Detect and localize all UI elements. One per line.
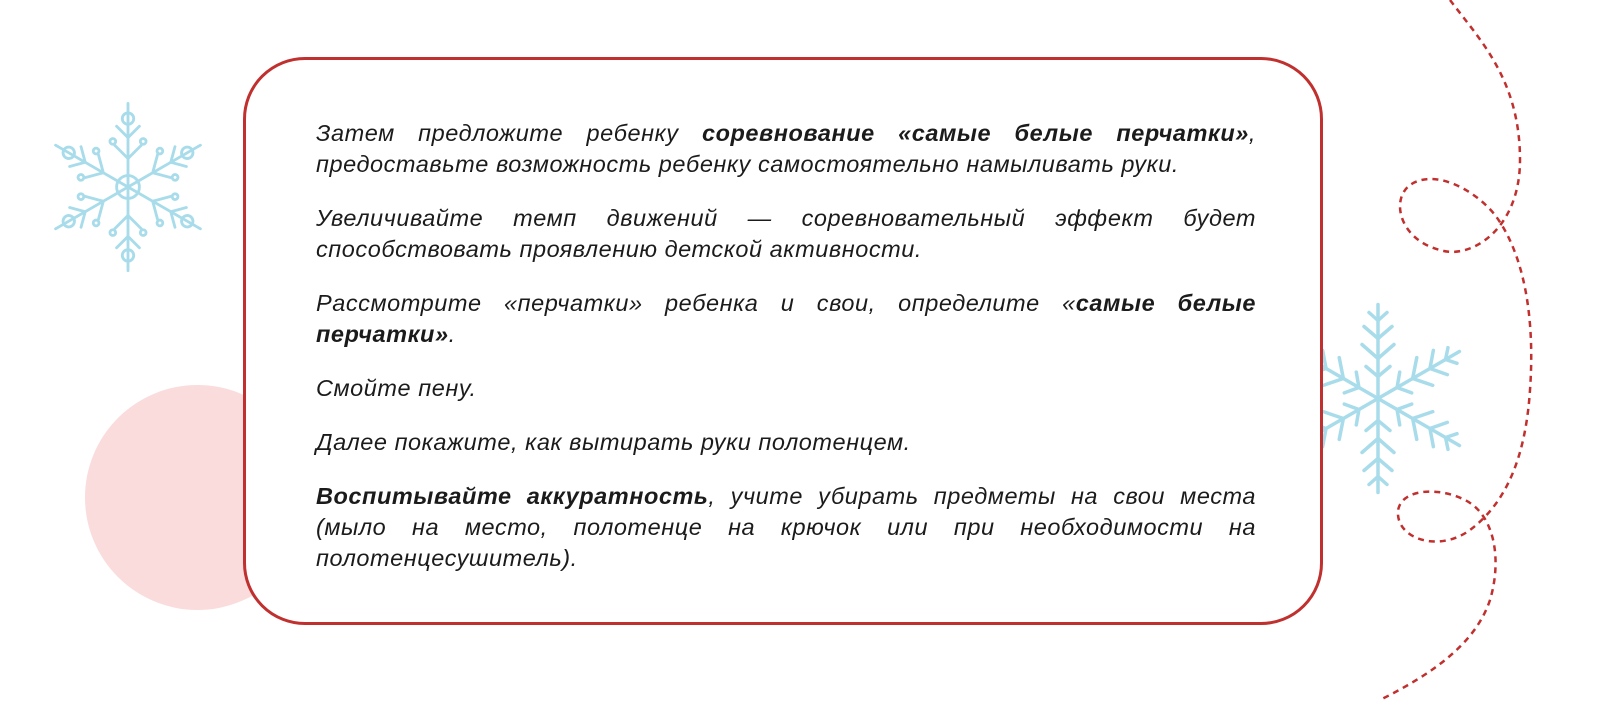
text-run: , предоставьте возможность ребенку самостоятельно намыливать руки. [316, 120, 1256, 177]
paragraph-competition [316, 118, 1256, 180]
text-run: , учите убирать предметы на свои места (мыло на место, полотенце на крючок или при необходимости на полотенцесушитель). [316, 483, 1256, 571]
paragraph-gloves [316, 288, 1256, 350]
text-run: Затем предложите ребенку [316, 120, 702, 146]
snowflake-icon [28, 92, 228, 282]
paragraph-towel [316, 427, 1256, 458]
paragraph-tempo [316, 203, 1256, 265]
text-run: Смойте пену. [316, 375, 477, 401]
text-run: Далее покажите, как вытирать руки полотенцем. [316, 429, 911, 455]
bold-text: самые белые перчатки» [316, 290, 1257, 347]
text-run: Увеличивайте темп движений — соревновательный эффект будет способствовать проявлению детской активности. [316, 205, 1256, 262]
bold-text: Воспитывайте аккуратность [316, 483, 709, 509]
bold-text: соревнование «самые белые перчатки» [701, 120, 1249, 146]
paragraph-tidiness [316, 481, 1256, 574]
text-run: Рассмотрите «перчатки» ребенка и свои, определите « [316, 290, 1076, 316]
instruction-card [243, 57, 1323, 625]
text-run: . [448, 321, 456, 347]
instruction-text [316, 118, 1256, 574]
paragraph-rinse [316, 373, 1256, 404]
